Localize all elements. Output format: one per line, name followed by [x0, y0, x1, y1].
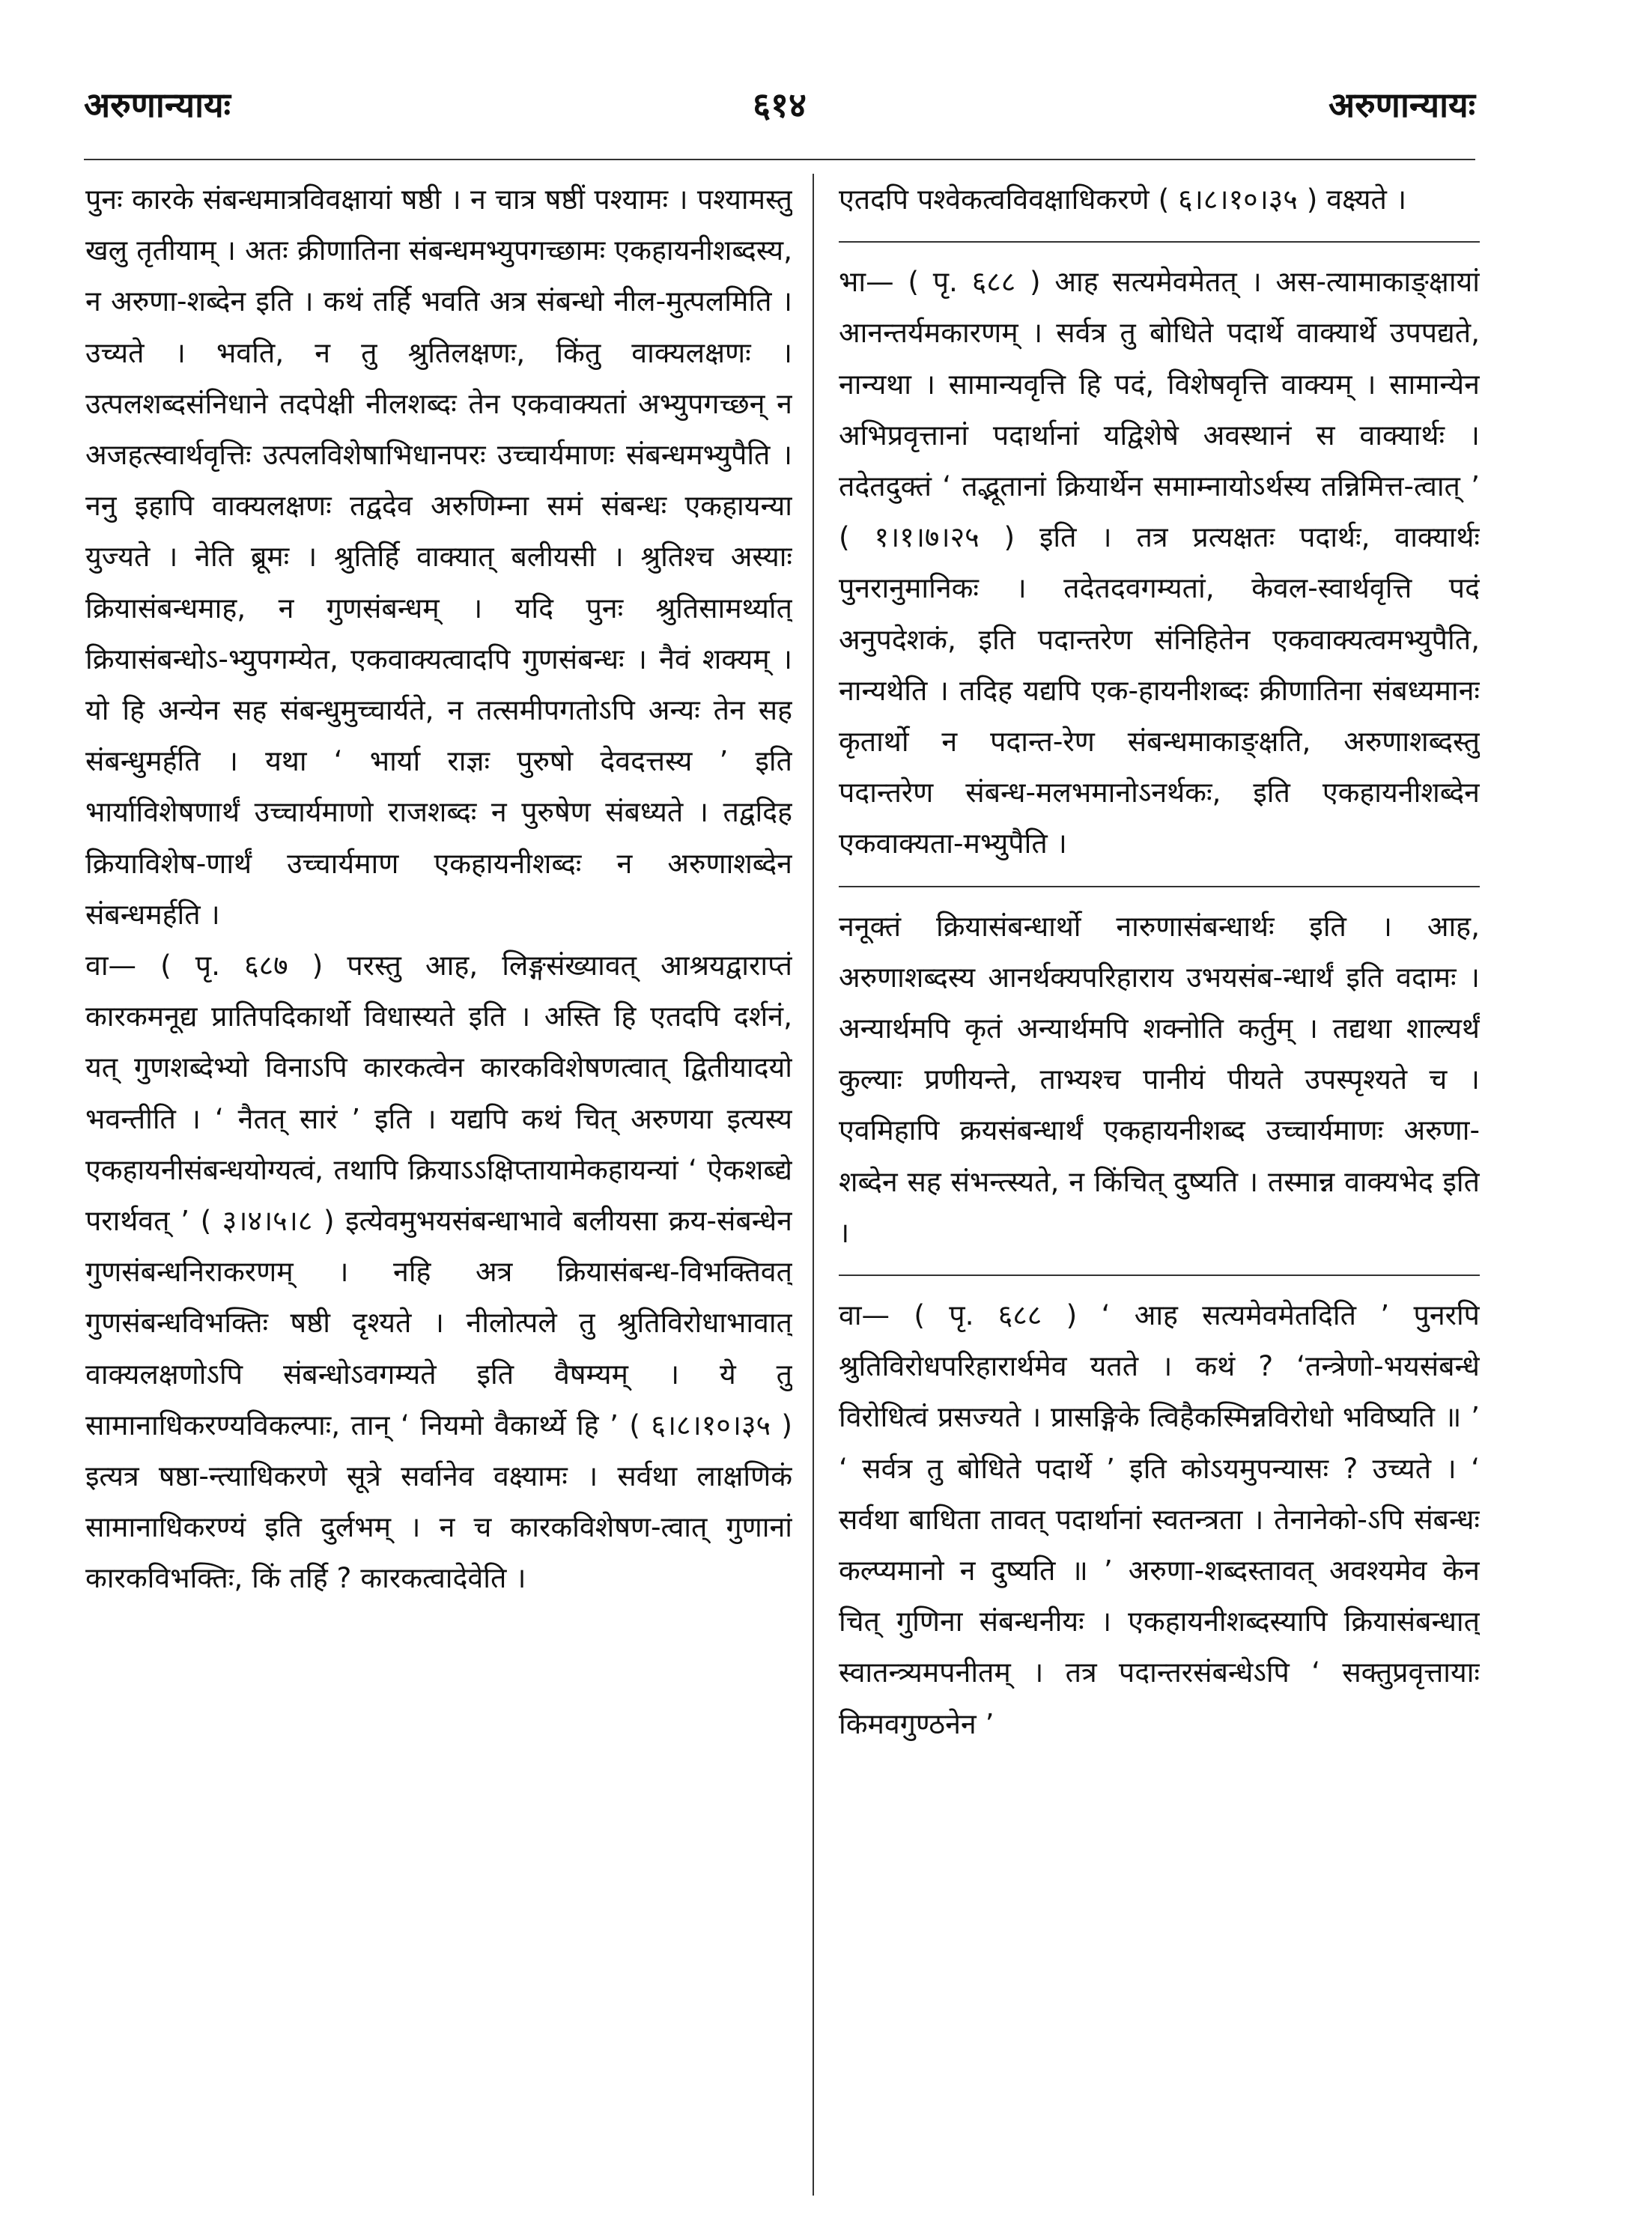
- section-divider: [839, 241, 1480, 243]
- section-divider: [839, 1275, 1480, 1276]
- right-paragraph-2: भा— ( पृ. ६८८ ) आह सत्यमेवमेतत् । अस-त्यामाकाङ्क्षायां आनन्तर्यमकारणम् । सर्वत्र तु बोधिते पदार्थे वाक्यार्थे उपपद्यते, नान्यथा । सामान्यवृत्ति हि पदं, विशेषवृत्ति वाक्यम् । सामान्येन अभिप्रवृत्तानां पदार्थानां यद्विशेषे अवस्थानं स वाक्यार्थः । तदेतदुक्तं ‘ तद्भूतानां क्रियार्थेन समाम्नायोऽर्थस्य तन्निमित्त-त्वात् ’ ( १।१।७।२५ ) इति । तत्र प्रत्यक्षतः पदार्थः, वाक्यार्थः पुनरानुमानिकः । तदेतदवगम्यतां, केवल-स्वार्थवृत्ति पदं अनुपदेशकं, इति पदान्तरेण संनिहितेन एकवाक्यत्वमभ्युपैति, नान्यथेति । तदिह यद्यपि एक-हायनीशब्दः क्रीणातिना संबध्यमानः कृतार्थो न पदान्त-रेण संबन्धमाकाङ्क्षति, अरुणाशब्दस्तु पदान्तरेण संबन्ध-मलभमानोऽनर्थकः, इति एकहायनीशब्देन एकवाक्यता-मभ्युपैति ।: [839, 265, 1480, 860]
- left-paragraph-1: पुनः कारके संबन्धमात्रविवक्षायां षष्ठी । न चात्र षष्ठीं पश्यामः । पश्यामस्तु खलु तृतीयाम् । अतः क्रीणातिना संबन्धमभ्युपगच्छामः एकहायनीशब्दस्य, न अरुणा-शब्देन इति । कथं तर्हि भवति अत्र संबन्धो नील-मुत्पलमिति । उच्यते । भवति, न तु श्रुतिलक्षणः, किंतु वाक्यलक्षणः । उत्पलशब्दसंनिधाने तदपेक्षी नीलशब्दः तेन एकवाक्यतां अभ्युपगच्छन् न अजहत्स्वार्थवृत्तिः उत्पलविशेषाभिधानपरः उच्चार्यमाणः संबन्धमभ्युपैति । ननु इहापि वाक्यलक्षणः तद्वदेव अरुणिम्ना समं संबन्धः एकहायन्या युज्यते । नेति ब्रूमः । श्रुतिर्हि वाक्यात् बलीयसी । श्रुतिश्च अस्याः क्रियासंबन्धमाह, न गुणसंबन्धम् । यदि पुनः श्रुतिसामर्थ्यात् क्रियासंबन्धोऽ-भ्युपगम्येत, एकवाक्यत्वादपि गुणसंबन्धः । नैवं शक्यम् । यो हि अन्येन सह संबन्धुमुच्चार्यते, न तत्समीपगतोऽपि अन्यः तेन सह संबन्धुमर्हति । यथा ‘ भार्या राज्ञः पुरुषो देवदत्तस्य ’ इति भार्याविशेषणार्थं उच्चार्यमाणो राजशब्दः न पुरुषेण संबध्यते । तद्वदिह क्रियाविशेष-णार्थं उच्चार्यमाण एकहायनीशब्दः न अरुणाशब्देन संबन्धमर्हति ।: [85, 183, 792, 931]
- right-paragraph-4: वा— ( पृ. ६८८ ) ‘ आह सत्यमेवमेतदिति ’ पुनरपि श्रुतिविरोधपरिहारार्थमेव यतते । कथं ? ‘तन्त्रेणो-भयसंबन्धे विरोधित्वं प्रसज्यते । प्रासङ्गिके त्विहैकस्मिन्नविरोधो भविष्यति ॥ ’ ‘ सर्वत्र तु बोधिते पदार्थे ’ इति कोऽयमुपन्यासः ? उच्यते । ‘ सर्वथा बाधिता तावत् पदार्थानां स्वतन्त्रता । तेनानेको-ऽपि संबन्धः कल्प्यमानो न दुष्यति ॥ ’ अरुणा-शब्दस्तावत् अवश्यमेव केन चित् गुणिना संबन्धनीयः । एकहायनीशब्दस्यापि क्रियासंबन्धात् स्वातन्त्र्यमपनीतम् । तत्र पदान्तरसंबन्धेऽपि ‘ सक्तुप्रवृत्तायाः किमवगुण्ठनेन ’: [839, 1298, 1480, 1740]
- header-title-right: अरुणान्यायः: [1328, 85, 1475, 125]
- right-column: [839, 174, 1480, 2196]
- page-number: ६१४: [753, 85, 807, 125]
- column-divider: [813, 174, 814, 2196]
- header-divider: [84, 159, 1475, 160]
- left-paragraph-2: वा— ( पृ. ६८७ ) परस्तु आह, लिङ्गसंख्यावत् आश्रयद्वाराप्तं कारकमनूद्य प्रातिपदिकार्थो विधास्यते इति । अस्ति हि एतदपि दर्शनं, यत् गुणशब्देभ्यो विनाऽपि कारकत्वेन कारकविशेषणत्वात् द्वितीयादयो भवन्तीति । ‘ नैतत् सारं ’ इति । यद्यपि कथं चित् अरुणया इत्यस्य एकहायनीसंबन्धयोग्यत्वं, तथापि क्रियाऽऽक्षिप्तायामेकहायन्यां ‘ ऐकशब्द्ये परार्थवत् ’ ( ३।४।५।८ ) इत्येवमुभयसंबन्धाभावे बलीयसा क्रय-संबन्धेन गुणसंबन्धनिराकरणम् । नहि अत्र क्रियासंबन्ध-विभक्तिवत् गुणसंबन्धविभक्तिः षष्ठी दृश्यते । नीलोत्पले तु श्रुतिविरोधाभावात् वाक्यलक्षणोऽपि संबन्धोऽवगम्यते इति वैषम्यम् । ये तु सामानाधिकरण्यविकल्पाः, तान् ‘ नियमो वैकार्थ्ये हि ’ ( ६।८।१०।३५ ) इत्यत्र षष्ठा-न्त्याधिकरणे सूत्रे सर्वानेव वक्ष्यामः । सर्वथा लाक्षणिकं सामानाधिकरण्यं इति दुर्लभम् । न च कारकविशेषण-त्वात् गुणानां कारकविभक्तिः, किं तर्हि ? कारकत्वादेवेति ।: [85, 949, 792, 1595]
- right-paragraph-3: ननूक्तं क्रियासंबन्धार्थो नारुणासंबन्धार्थः इति । आह, अरुणाशब्दस्य आनर्थक्यपरिहाराय उभयसंब-न्धार्थं इति वदामः । अन्यार्थमपि कृतं अन्यार्थमपि शक्नोति कर्तुम् । तद्यथा शाल्यर्थं कुल्याः प्रणीयन्ते, ताभ्यश्च पानीयं पीयते उपस्पृश्यते च । एवमिहापि क्रयसंबन्धार्थं एकहायनीशब्द उच्चार्यमाणः अरुणा-शब्देन सह संभन्त्स्यते, न किंचित् दुष्यति । तस्मान्न वाक्यभेद इति ।: [839, 909, 1480, 1249]
- header-title-left: अरुणान्यायः: [84, 85, 231, 125]
- running-header: [84, 81, 1475, 133]
- right-paragraph-1: एतदपि पश्वेकत्वविवक्षाधिकरणे ( ६।८।१०।३५ ) वक्ष्यते ।: [839, 183, 1407, 216]
- section-divider: [839, 886, 1480, 887]
- left-column: [85, 174, 792, 2196]
